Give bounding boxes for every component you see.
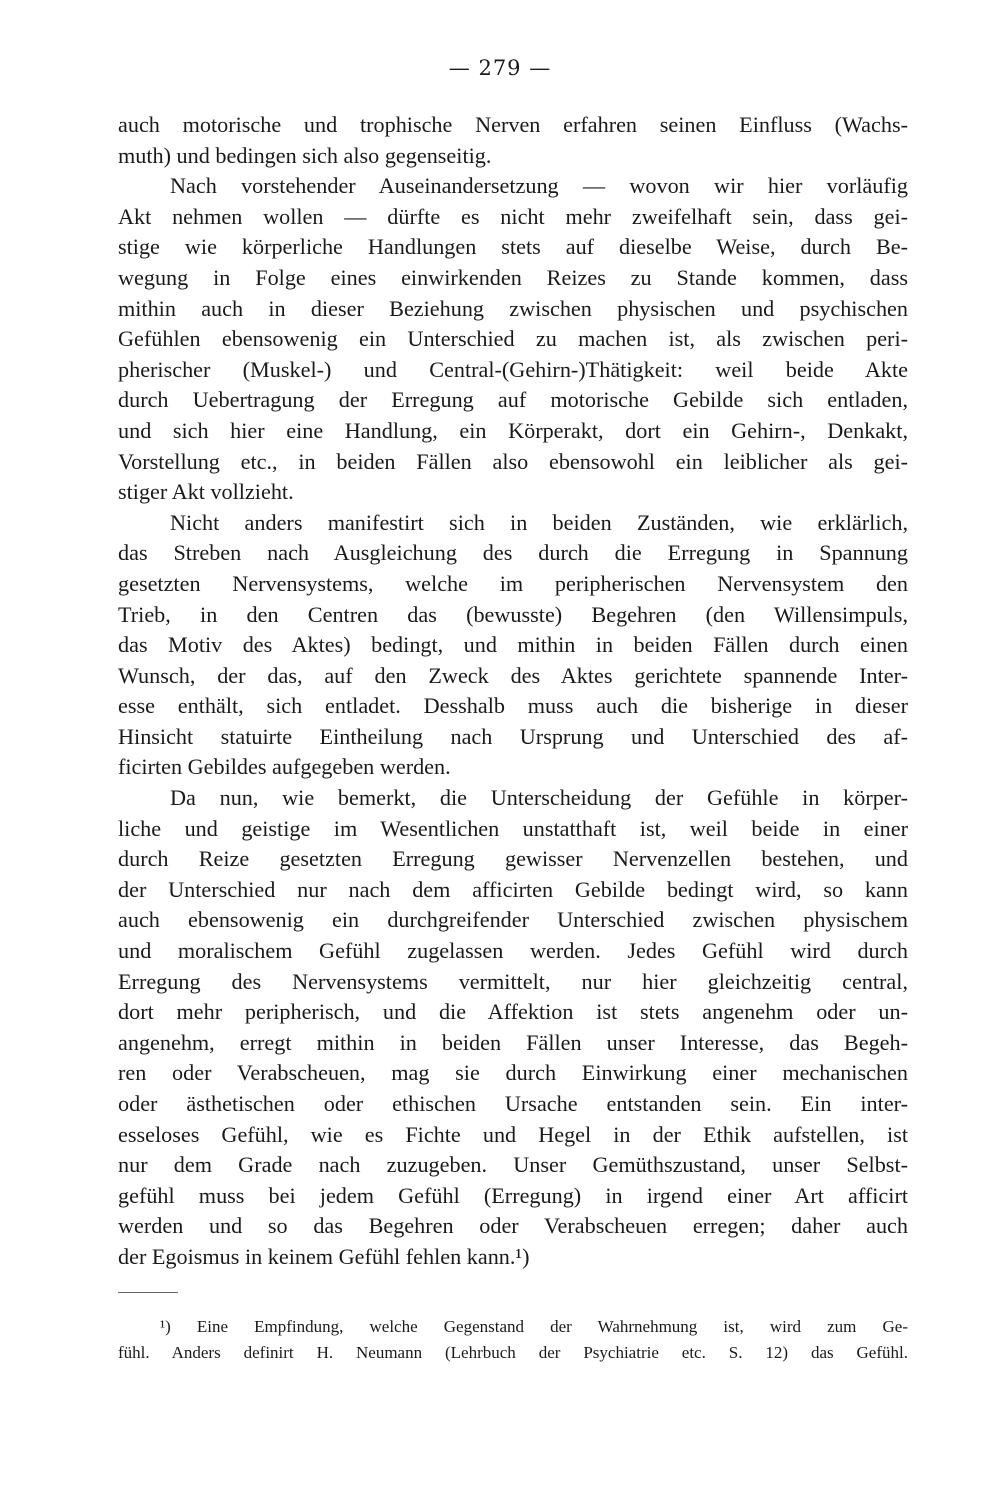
text-line: angenehm, erregt mithin in beiden Fällen unser Interesse, das Begeh- [118, 1029, 908, 1055]
text-line: auch motorische und trophische Nerven erfahren seinen Einfluss (Wachs- [118, 112, 908, 137]
text-line: Akt nehmen wollen — dürfte es nicht mehr zweifelhaft sein, dass gei- [118, 203, 908, 229]
text-line: esseloses Gefühl, wie es Fichte und Hegel in der Ethik aufstellen, ist [118, 1121, 908, 1147]
text-line: muth) und bedingen sich also gegenseitig. [118, 142, 492, 168]
page-number: — 279 — [448, 56, 552, 80]
text-line: und sich hier eine Handlung, ein Körperakt, dort ein Gehirn-, Denkakt, [118, 417, 908, 443]
footnote-line: fühl. Anders definirt H. Neumann (Lehrbuch der Psychiatrie etc. S. 12) das Gefühl. [118, 1343, 908, 1362]
text-line: gefühl muss bei jedem Gefühl (Erregung) in irgend einer Art afficirt [118, 1182, 908, 1208]
paragraph-start-line: Nach vorstehender Auseinandersetzung — wovon wir hier vorläufig [170, 173, 908, 199]
footnote-line: ¹) Eine Empfindung, welche Gegenstand der Wahrnehmung ist, wird zum Ge- [160, 1317, 908, 1336]
text-line: Wunsch, der das, auf den Zweck des Aktes gerichtete spannende Inter- [118, 662, 908, 688]
footnote-divider [118, 1292, 178, 1293]
text-line: gesetzten Nervensystems, welche im peripherischen Nervensystem den [118, 570, 908, 596]
text-line: Trieb, in den Centren das (bewusste) Begehren (den Willensimpuls, [118, 601, 908, 627]
text-line: durch Reize gesetzten Erregung gewisser Nervenzellen bestehen, und [118, 846, 908, 872]
text-line: ficirten Gebildes aufgegeben werden. [118, 754, 451, 780]
paragraph-start-line: Da nun, wie bemerkt, die Unterscheidung der Gefühle in körper- [170, 785, 908, 811]
text-line: mithin auch in dieser Beziehung zwischen physischen und psychischen [118, 295, 908, 321]
text-line: der Unterschied nur nach dem afficirten Gebilde bedingt wird, so kann [118, 876, 908, 902]
text-line: werden und so das Begehren oder Verabscheuen erregen; daher auch [118, 1213, 908, 1239]
text-line: auch ebensowenig ein durchgreifender Unterschied zwischen physischem [118, 907, 908, 933]
text-line: Erregung des Nervensystems vermittelt, nur hier gleichzeitig central, [118, 968, 908, 994]
text-line: der Egoismus in keinem Gefühl fehlen kann.¹) [118, 1243, 530, 1269]
text-line: nur dem Grade nach zuzugeben. Unser Gemüthszustand, unser Selbst- [118, 1152, 908, 1178]
body-text [118, 110, 908, 1273]
text-line: das Streben nach Ausgleichung des durch die Erregung in Spannung [118, 540, 908, 566]
text-line: stiger Akt vollzieht. [118, 479, 294, 505]
text-line: liche und geistige im Wesentlichen unstatthaft ist, weil beide in einer [118, 815, 908, 841]
footnotes [118, 1314, 908, 1366]
text-line: pherischer (Muskel-) und Central-(Gehirn-)Thätigkeit: weil beide Akte [118, 356, 908, 382]
text-line: das Motiv des Aktes) bedingt, und mithin in beiden Fällen durch einen [118, 632, 908, 658]
text-line: stige wie körperliche Handlungen stets auf dieselbe Weise, durch Be- [118, 234, 908, 260]
text-line: ren oder Verabscheuen, mag sie durch Einwirkung einer mechanischen [118, 1060, 908, 1086]
text-line: esse enthält, sich entladet. Desshalb muss auch die bisherige in dieser [118, 693, 908, 719]
text-line: Gefühlen ebensowenig ein Unterschied zu machen ist, als zwischen peri- [118, 326, 908, 352]
text-line: durch Uebertragung der Erregung auf motorische Gebilde sich entladen, [118, 387, 908, 413]
text-line: Hinsicht statuirte Eintheilung nach Ursprung und Unterschied des af- [118, 723, 908, 749]
text-line: und moralischem Gefühl zugelassen werden. Jedes Gefühl wird durch [118, 938, 908, 964]
text-line: Vorstellung etc., in beiden Fällen also ebensowohl ein leiblicher als gei- [118, 448, 908, 474]
paragraph-start-line: Nicht anders manifestirt sich in beiden Zuständen, wie erklärlich, [170, 509, 908, 535]
text-line: dort mehr peripherisch, und die Affektion ist stets angenehm oder un- [118, 999, 908, 1025]
text-line: wegung in Folge eines einwirkenden Reizes zu Stande kommen, dass [118, 264, 908, 290]
text-line: oder ästhetischen oder ethischen Ursache entstanden sein. Ein inter- [118, 1091, 908, 1116]
